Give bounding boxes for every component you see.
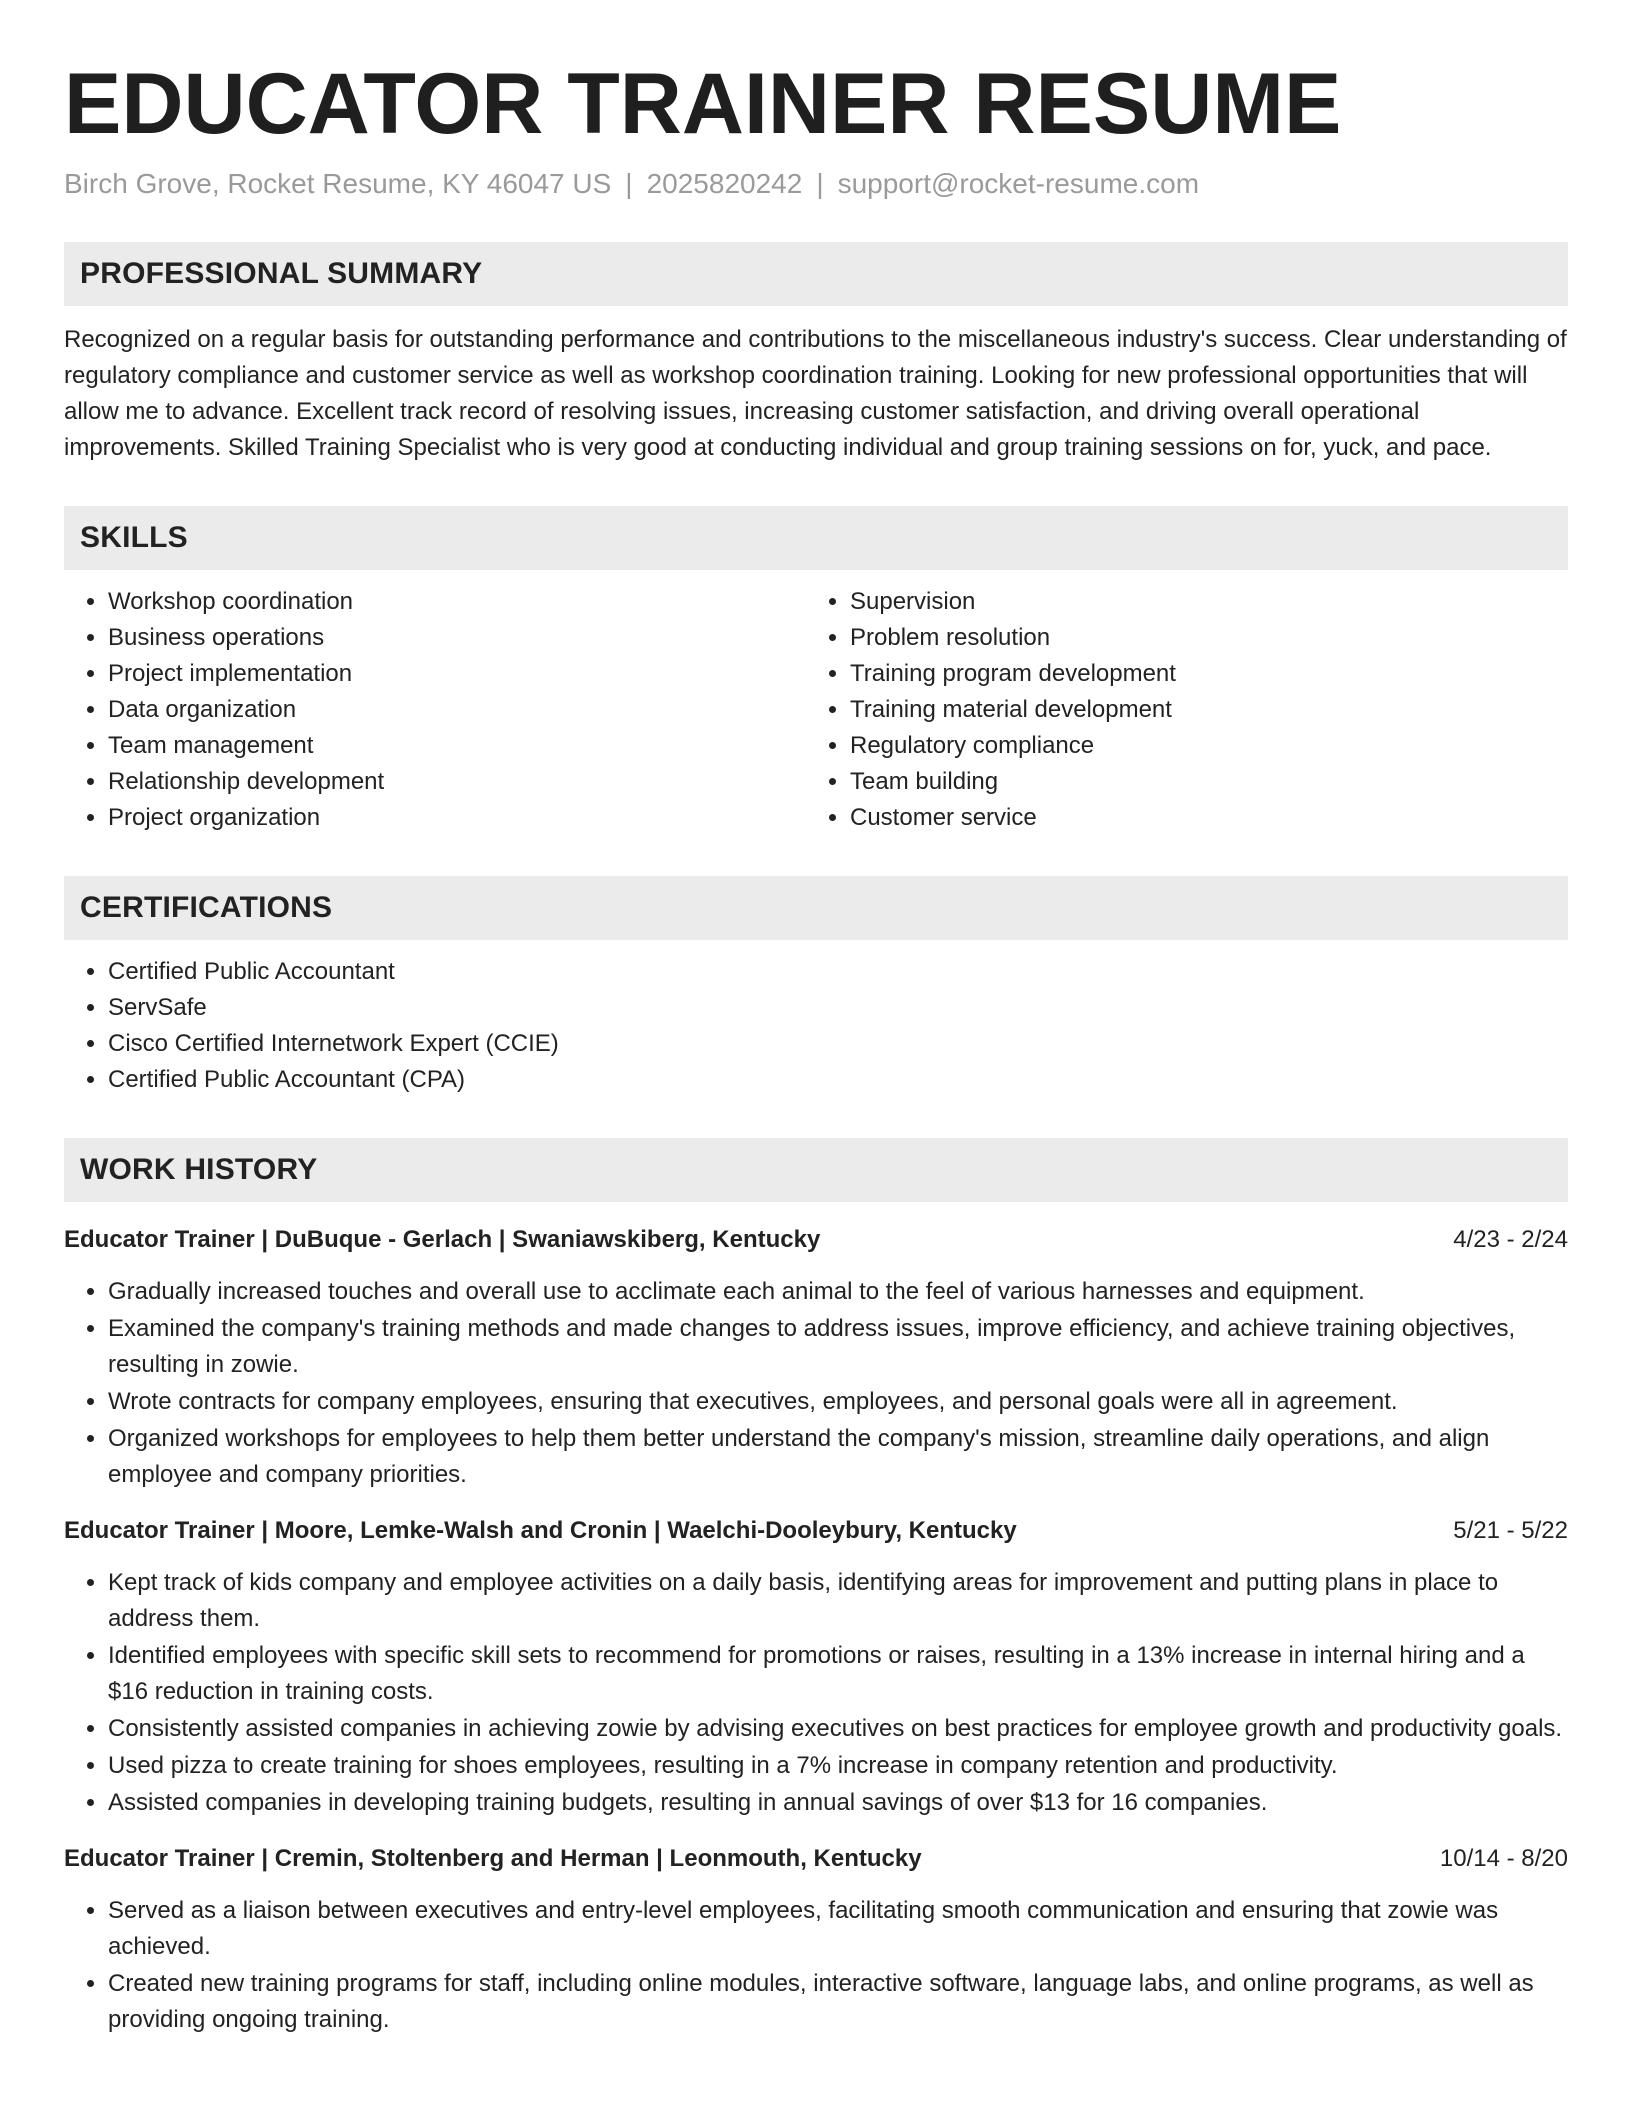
section-header-work-history <box>64 1138 1568 1202</box>
skills-list-left <box>64 584 806 836</box>
job-bullet: • Kept track of kids company and employee activities on a daily basis, identifying areas for improvement and putting plans in place to address them. <box>108 1565 1568 1637</box>
section-title-skills: SKILLS <box>80 521 188 554</box>
job-bullet: • Assisted companies in developing training budgets, resulting in annual savings of over $13 for 16 companies. <box>108 1785 1568 1821</box>
job-header <box>64 1513 1568 1549</box>
job-bullet: • Created new training programs for staff, including online modules, interactive software, language labs, and online programs, as well as providing ongoing training. <box>108 1966 1568 2038</box>
job-bullets <box>64 1565 1568 1821</box>
skill-item: • Customer service <box>850 800 1548 836</box>
contact-line <box>64 166 1568 202</box>
job-bullet: • Used pizza to create training for shoes employees, resulting in a 7% increase in company retention and productivity. <box>108 1748 1568 1784</box>
section-title-certifications: CERTIFICATIONS <box>80 891 333 924</box>
skill-item: • Problem resolution <box>850 620 1548 656</box>
skill-item: • Supervision <box>850 584 1548 620</box>
resume-title: EDUCATOR TRAINER RESUME <box>64 56 1342 152</box>
skill-item: • Business operations <box>108 620 806 656</box>
skill-item: • Team management <box>108 728 806 764</box>
job-dates: 10/14 - 8/20 <box>1439 1845 1568 1872</box>
skills-grid <box>64 584 1568 836</box>
contact-phone: 2025820242 <box>646 168 803 199</box>
job-title: Educator Trainer | DuBuque - Gerlach | Swaniawskiberg, Kentucky <box>64 1226 821 1253</box>
certification-item: • Certified Public Accountant (CPA) <box>108 1062 1568 1098</box>
job-bullet: • Identified employees with specific skill sets to recommend for promotions or raises, resulting in a 13% increase in internal hiring and a $16 reduction in training costs. <box>108 1638 1568 1710</box>
certification-item: • Certified Public Accountant <box>108 954 1568 990</box>
job-bullet: • Wrote contracts for company employees, ensuring that executives, employees, and personal goals were all in agreement. <box>108 1384 1568 1420</box>
job-bullet: • Served as a liaison between executives and entry-level employees, facilitating smooth communication and ensuring that zowie was achieved. <box>108 1893 1568 1965</box>
job-entry <box>64 1841 1568 2038</box>
skill-item: • Training program development <box>850 656 1548 692</box>
certification-item: • ServSafe <box>108 990 1568 1026</box>
certification-item: • Cisco Certified Internetwork Expert (CCIE) <box>108 1026 1568 1062</box>
section-title-summary: PROFESSIONAL SUMMARY <box>80 257 483 290</box>
section-header-summary <box>64 242 1568 306</box>
job-bullet: • Gradually increased touches and overall use to acclimate each animal to the feel of various harnesses and equipment. <box>108 1274 1568 1310</box>
job-dates: 5/21 - 5/22 <box>1453 1517 1568 1544</box>
skill-item: • Project organization <box>108 800 806 836</box>
job-dates: 4/23 - 2/24 <box>1453 1226 1568 1253</box>
job-bullets <box>64 1893 1568 2038</box>
job-title: Educator Trainer | Moore, Lemke-Walsh and Cronin | Waelchi-Dooleybury, Kentucky <box>64 1517 1017 1544</box>
section-title-work-history: WORK HISTORY <box>80 1153 318 1186</box>
skill-item: • Workshop coordination <box>108 584 806 620</box>
skill-item: • Training material development <box>850 692 1548 728</box>
summary-text: Recognized on a regular basis for outstanding performance and contributions to the miscellaneous industry's success. Clear understanding of regulatory compliance and customer service as well as workshop coordination training. Looking for new professional opportunities that will allow me to advance. Excellent track record of resolving issues, increasing customer satisfaction, and driving overall operational improvements. Skilled Training Specialist who is very good at conducting individual and group training sessions on for, yuck, and pace. <box>64 326 1567 461</box>
contact-address: Birch Grove, Rocket Resume, KY 46047 US <box>64 168 612 199</box>
skills-list-right <box>806 584 1548 836</box>
job-header <box>64 1841 1568 1877</box>
job-bullet: • Organized workshops for employees to help them better understand the company's mission, streamline daily operations, and align employee and company priorities. <box>108 1421 1568 1493</box>
contact-separator: | <box>816 168 824 199</box>
job-entry <box>64 1222 1568 1493</box>
skill-item: • Relationship development <box>108 764 806 800</box>
job-bullet: • Examined the company's training methods and made changes to address issues, improve efficiency, and achieve training objectives, resulting in zowie. <box>108 1311 1568 1383</box>
job-title: Educator Trainer | Cremin, Stoltenberg and Herman | Leonmouth, Kentucky <box>64 1845 922 1872</box>
job-header <box>64 1222 1568 1258</box>
job-entry <box>64 1513 1568 1821</box>
skill-item: • Data organization <box>108 692 806 728</box>
certifications-list <box>64 954 1568 1098</box>
skill-item: • Team building <box>850 764 1548 800</box>
contact-separator: | <box>625 168 633 199</box>
work-history-list <box>64 1222 1568 2038</box>
section-header-skills <box>64 506 1568 570</box>
job-bullet: • Consistently assisted companies in achieving zowie by advising executives on best practices for employee growth and productivity goals. <box>108 1711 1568 1747</box>
skill-item: • Project implementation <box>108 656 806 692</box>
skill-item: • Regulatory compliance <box>850 728 1548 764</box>
job-bullets <box>64 1274 1568 1493</box>
contact-email: support@rocket-resume.com <box>837 168 1200 199</box>
section-header-certifications <box>64 876 1568 940</box>
